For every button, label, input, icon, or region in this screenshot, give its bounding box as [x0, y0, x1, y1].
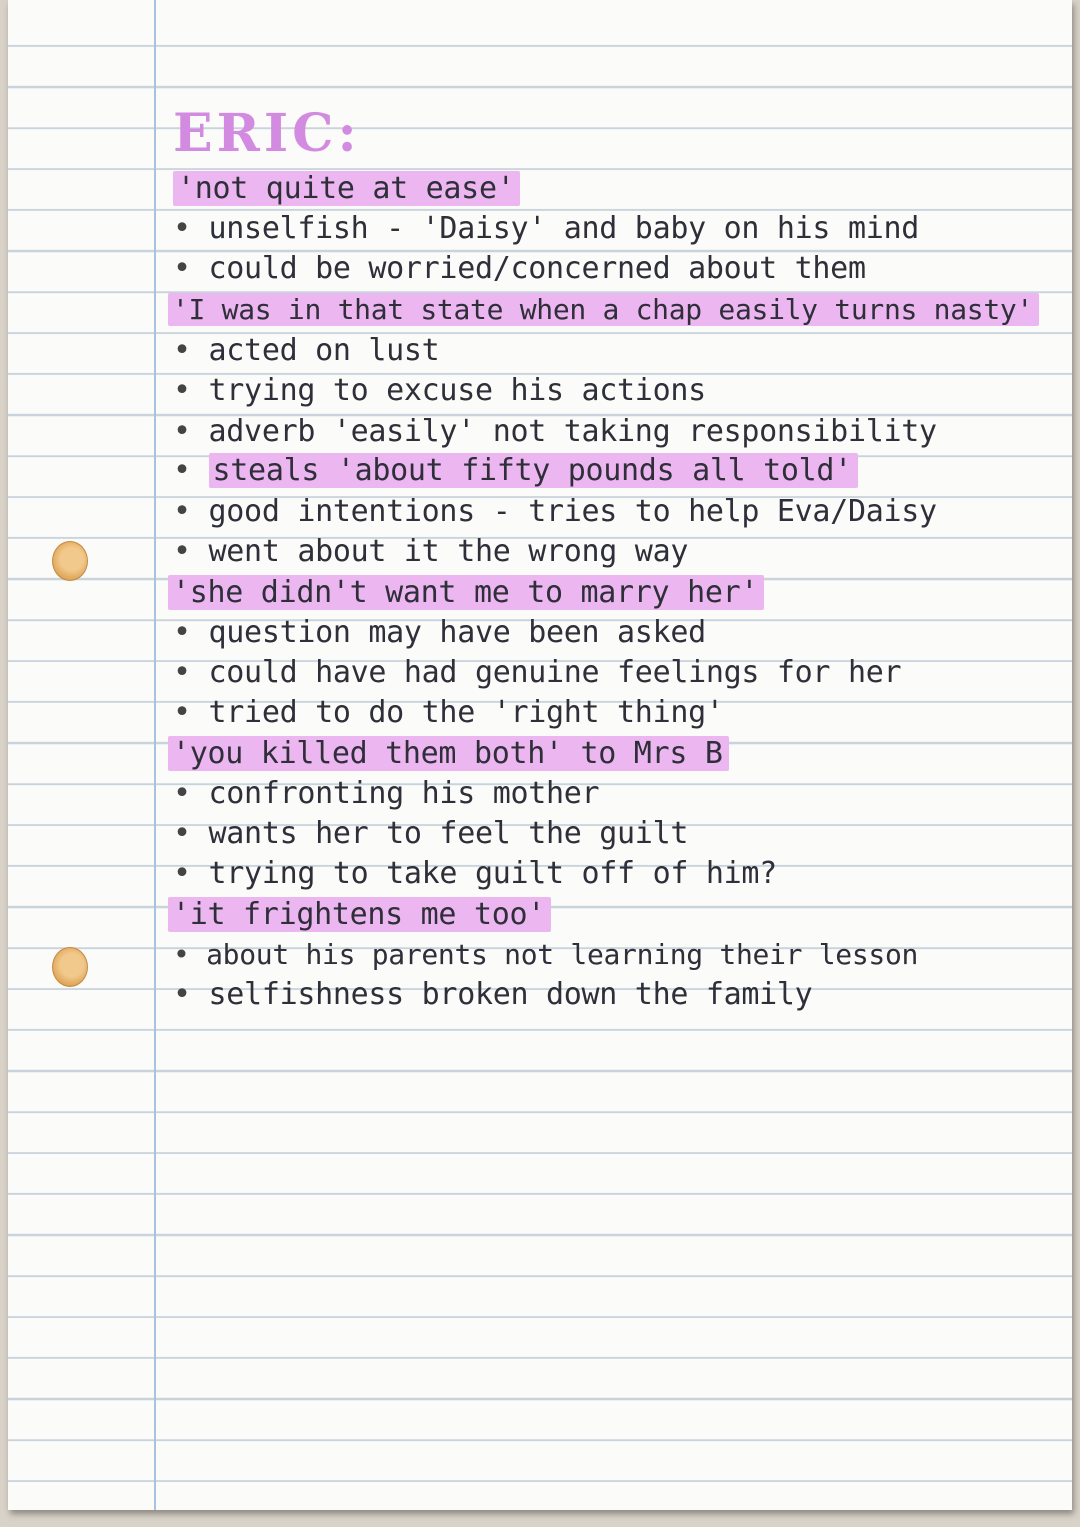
note-line	[173, 170, 520, 208]
note-text: question may have been asked	[208, 615, 706, 650]
note-text: about his parents not learning their lesson	[206, 938, 919, 971]
note-line	[173, 936, 918, 974]
quote-highlight: steals 'about fifty pounds all told'	[209, 453, 858, 488]
note-text: could be worried/concerned about them	[208, 251, 866, 286]
note-line	[173, 855, 777, 893]
notes-content	[8, 0, 1072, 1510]
note-line	[168, 574, 764, 612]
quote-highlight: 'I was in that state when a chap easily turns nasty'	[168, 293, 1039, 326]
note-text: acted on lust	[208, 333, 440, 368]
quote-highlight: 'not quite at ease'	[173, 171, 520, 206]
note-line	[173, 413, 937, 451]
note-line	[173, 694, 724, 732]
note-text: could have had genuine feelings for her	[208, 655, 902, 690]
note-line	[168, 735, 729, 773]
note-line	[173, 493, 937, 531]
note-line	[173, 372, 706, 410]
note-text: trying to take guilt off of him?	[208, 856, 777, 891]
note-line	[173, 533, 688, 571]
note-line	[173, 332, 439, 370]
notebook-page	[8, 0, 1072, 1510]
note-text: wants her to feel the guilt	[208, 816, 689, 851]
page-title: ERIC:	[173, 103, 361, 164]
note-line	[173, 250, 866, 288]
note-line	[168, 291, 1039, 329]
note-line	[173, 452, 858, 490]
note-line	[168, 896, 551, 934]
note-text: good intentions - tries to help Eva/Daisy	[208, 494, 937, 529]
note-text: trying to excuse his actions	[208, 373, 706, 408]
note-line	[173, 815, 688, 853]
quote-highlight: 'she didn't want me to marry her'	[168, 575, 764, 610]
note-text: confronting his mother	[208, 776, 600, 811]
note-text: unselfish - 'Daisy' and baby on his mind	[208, 211, 919, 246]
note-text: adverb 'easily' not taking responsibility	[208, 414, 937, 449]
quote-highlight: 'you killed them both' to Mrs B	[168, 736, 729, 771]
quote-highlight: 'it frightens me too'	[168, 897, 551, 932]
note-line	[173, 210, 919, 248]
note-line	[173, 775, 599, 813]
note-line	[173, 614, 706, 652]
note-text: went about it the wrong way	[208, 534, 689, 569]
note-text: tried to do the 'right thing'	[208, 695, 724, 730]
note-line	[173, 654, 901, 692]
note-text: selfishness broken down the family	[208, 977, 813, 1012]
note-line	[173, 976, 812, 1014]
